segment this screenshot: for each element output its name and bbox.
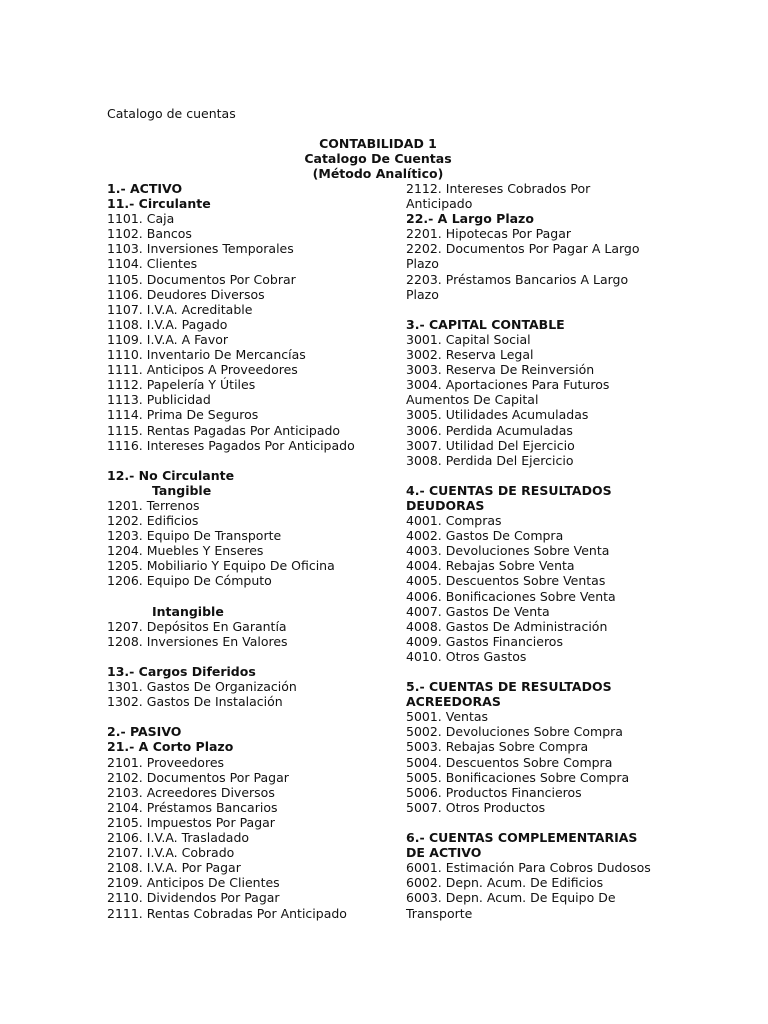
account-entry: 5003. Rebajas Sobre Compra bbox=[406, 739, 589, 755]
section-heading: 1.- ACTIVO bbox=[107, 181, 183, 196]
account-entry: 1302. Gastos De Instalación bbox=[107, 694, 283, 710]
section-heading: 6.- CUENTAS COMPLEMENTARIAS bbox=[406, 830, 638, 846]
spacer bbox=[107, 709, 397, 724]
account-entry: 1105. Documentos Por Cobrar bbox=[107, 271, 296, 287]
section-heading: Intangible bbox=[152, 603, 224, 619]
account-entry: 4008. Gastos De Administración bbox=[406, 618, 608, 634]
section-heading: 5.- CUENTAS DE RESULTADOS bbox=[406, 679, 612, 695]
left-column bbox=[107, 181, 397, 921]
heading-line-1: CONTABILIDAD 1 bbox=[319, 136, 437, 151]
spacer bbox=[107, 453, 397, 468]
section-heading: 12.- No Circulante bbox=[107, 467, 235, 483]
account-entry: 4007. Gastos De Venta bbox=[406, 603, 550, 619]
account-entry: 1201. Terrenos bbox=[107, 497, 200, 513]
section-heading: 22.- A Largo Plazo bbox=[406, 211, 534, 227]
spacer bbox=[107, 649, 397, 664]
account-entry: 5006. Productos Financieros bbox=[406, 784, 582, 800]
account-entry: 1103. Inversiones Temporales bbox=[107, 241, 294, 257]
spacer bbox=[406, 468, 676, 483]
account-entry: 1113. Publicidad bbox=[107, 392, 211, 408]
section-heading: 13.- Cargos Diferidos bbox=[107, 664, 256, 679]
account-entry: 1110. Inventario De Mercancías bbox=[107, 347, 306, 363]
account-entry: 4005. Descuentos Sobre Ventas bbox=[406, 573, 606, 589]
account-entry: 2102. Documentos Por Pagar bbox=[107, 769, 289, 785]
account-entry: 3002. Reserva Legal bbox=[406, 347, 534, 363]
account-entry: 6001. Estimación Para Cobros Dudosos bbox=[406, 860, 651, 876]
account-entry: 2103. Acreedores Diversos bbox=[107, 784, 275, 800]
account-entry: 2101. Proveedores bbox=[107, 754, 225, 770]
document-title: Catalogo de cuentas bbox=[107, 106, 236, 121]
account-entry: 3003. Reserva De Reinversión bbox=[406, 362, 595, 378]
account-entry: 5004. Descuentos Sobre Compra bbox=[406, 754, 613, 770]
account-entry: 1109. I.V.A. A Favor bbox=[107, 331, 229, 347]
account-entry: 2203. Préstamos Bancarios A Largo bbox=[406, 271, 629, 287]
account-entry: 1116. Intereses Pagados Por Anticipado bbox=[107, 437, 355, 453]
account-entry: 4003. Devoluciones Sobre Venta bbox=[406, 543, 610, 559]
account-entry: 1102. Bancos bbox=[107, 226, 192, 242]
account-entry: 1206. Equipo De Cómputo bbox=[107, 573, 272, 589]
account-entry: Transporte bbox=[406, 905, 473, 921]
account-entry: 2110. Dividendos Por Pagar bbox=[107, 890, 280, 906]
account-entry: 1112. Papelería Y Útiles bbox=[107, 377, 256, 393]
account-entry: 1207. Depósitos En Garantía bbox=[107, 618, 287, 634]
account-entry: 1111. Anticipos A Proveedores bbox=[107, 362, 298, 378]
account-entry: 3005. Utilidades Acumuladas bbox=[406, 407, 589, 423]
account-entry: 5001. Ventas bbox=[406, 709, 489, 725]
account-entry: 1104. Clientes bbox=[107, 256, 198, 272]
account-entry: 2201. Hipotecas Por Pagar bbox=[406, 226, 572, 242]
section-heading: DE ACTIVO bbox=[406, 845, 482, 861]
account-entry: Anticipado bbox=[406, 196, 473, 212]
section-heading: 2.- PASIVO bbox=[107, 724, 182, 740]
account-entry: 2104. Préstamos Bancarios bbox=[107, 799, 278, 815]
account-entry: 4002. Gastos De Compra bbox=[406, 528, 564, 544]
account-entry: 6003. Depn. Acum. De Equipo De bbox=[406, 890, 616, 906]
account-entry: 1202. Edificios bbox=[107, 513, 199, 529]
account-entry: 4001. Compras bbox=[406, 513, 502, 529]
account-entry: 1107. I.V.A. Acreditable bbox=[107, 301, 253, 317]
spacer bbox=[107, 589, 397, 604]
right-column bbox=[406, 181, 676, 921]
account-entry: 6002. Depn. Acum. De Edificios bbox=[406, 875, 604, 891]
account-entry: 5002. Devoluciones Sobre Compra bbox=[406, 724, 623, 740]
account-entry: Aumentos De Capital bbox=[406, 392, 539, 408]
account-entry: 2109. Anticipos De Clientes bbox=[107, 875, 280, 891]
account-entry: 5005. Bonificaciones Sobre Compra bbox=[406, 769, 630, 785]
account-entry: 5007. Otros Productos bbox=[406, 799, 546, 815]
account-entry: 3008. Perdida Del Ejercicio bbox=[406, 452, 574, 468]
account-entry: 1115. Rentas Pagadas Por Anticipado bbox=[107, 422, 341, 438]
section-heading: 21.- A Corto Plazo bbox=[107, 739, 234, 755]
account-entry: 1208. Inversiones En Valores bbox=[107, 633, 288, 649]
account-entry: 2112. Intereses Cobrados Por bbox=[406, 181, 591, 196]
account-entry: 4004. Rebajas Sobre Venta bbox=[406, 558, 575, 574]
account-entry: 4006. Bonificaciones Sobre Venta bbox=[406, 588, 616, 604]
catalog-heading bbox=[0, 136, 756, 181]
account-entry: 1101. Caja bbox=[107, 211, 175, 227]
account-entry: 1301. Gastos De Organización bbox=[107, 679, 297, 695]
account-entry: 2107. I.V.A. Cobrado bbox=[107, 845, 235, 861]
section-heading: ACREEDORAS bbox=[406, 694, 501, 710]
account-entry: Plazo bbox=[406, 286, 439, 302]
spacer bbox=[406, 664, 676, 679]
section-heading: 11.- Circulante bbox=[107, 196, 211, 212]
account-entry: 4009. Gastos Financieros bbox=[406, 633, 563, 649]
spacer bbox=[406, 302, 676, 317]
account-entry: 4010. Otros Gastos bbox=[406, 648, 527, 664]
section-heading: Tangible bbox=[152, 482, 212, 498]
account-entry: 3004. Aportaciones Para Futuros bbox=[406, 377, 610, 393]
account-entry: 1205. Mobiliario Y Equipo De Oficina bbox=[107, 558, 335, 574]
section-heading: DEUDORAS bbox=[406, 497, 485, 513]
section-heading: 3.- CAPITAL CONTABLE bbox=[406, 316, 565, 332]
account-entry: 3007. Utilidad Del Ejercicio bbox=[406, 437, 575, 453]
heading-line-3: (Método Analítico) bbox=[312, 166, 444, 181]
account-entry: 1204. Muebles Y Enseres bbox=[107, 543, 264, 559]
account-entry: 3001. Capital Social bbox=[406, 331, 531, 347]
heading-line-2: Catalogo De Cuentas bbox=[304, 151, 452, 166]
account-entry: 3006. Perdida Acumuladas bbox=[406, 422, 573, 438]
account-entry: 2106. I.V.A. Trasladado bbox=[107, 830, 250, 846]
section-heading: 4.- CUENTAS DE RESULTADOS bbox=[406, 482, 612, 498]
account-entry: 1203. Equipo De Transporte bbox=[107, 528, 282, 544]
account-entry: Plazo bbox=[406, 256, 439, 272]
account-entry: 1106. Deudores Diversos bbox=[107, 286, 265, 302]
account-entry: 2105. Impuestos Por Pagar bbox=[107, 814, 275, 830]
account-entry: 2111. Rentas Cobradas Por Anticipado bbox=[107, 905, 347, 921]
account-entry: 1114. Prima De Seguros bbox=[107, 407, 259, 423]
account-entry: 1108. I.V.A. Pagado bbox=[107, 316, 228, 332]
account-entry: 2108. I.V.A. Por Pagar bbox=[107, 860, 241, 876]
account-entry: 2202. Documentos Por Pagar A Largo bbox=[406, 241, 640, 257]
spacer bbox=[406, 815, 676, 830]
